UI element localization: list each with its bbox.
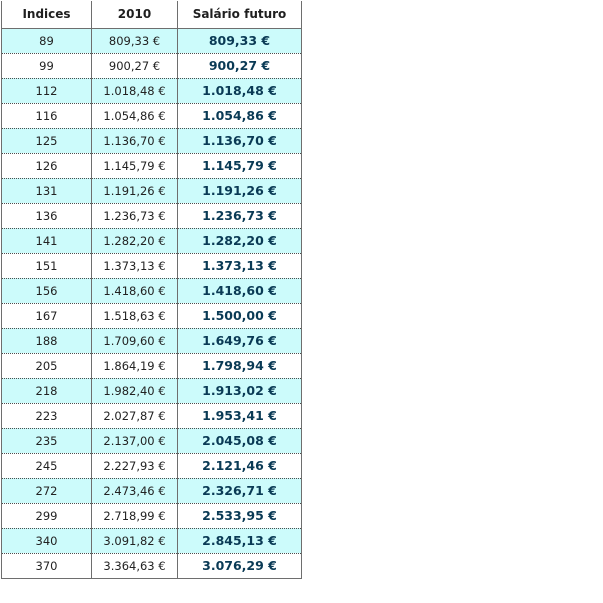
table-row [2, 103, 302, 128]
cell-future-salary: 1.054,86 € [178, 103, 302, 128]
cell-future-salary: 1.500,00 € [178, 303, 302, 328]
cell-future-salary: 2.326,71 € [178, 478, 302, 503]
cell-index: 245 [2, 453, 92, 478]
cell-future-salary: 1.236,73 € [178, 203, 302, 228]
cell-index: 136 [2, 203, 92, 228]
cell-index: 156 [2, 278, 92, 303]
cell-future-salary: 1.418,60 € [178, 278, 302, 303]
table-row [2, 128, 302, 153]
table-row [2, 428, 302, 453]
table-row [2, 78, 302, 103]
table-row [2, 303, 302, 328]
cell-salary-2010: 1.236,73 € [92, 203, 178, 228]
cell-index: 272 [2, 478, 92, 503]
salary-table-container [1, 1, 301, 579]
header-future-salary: Salário futuro [178, 1, 302, 28]
cell-future-salary: 1.953,41 € [178, 403, 302, 428]
cell-salary-2010: 3.091,82 € [92, 528, 178, 553]
cell-salary-2010: 1.709,60 € [92, 328, 178, 353]
cell-future-salary: 1.649,76 € [178, 328, 302, 353]
cell-salary-2010: 1.054,86 € [92, 103, 178, 128]
cell-future-salary: 1.018,48 € [178, 78, 302, 103]
cell-future-salary: 809,33 € [178, 28, 302, 53]
cell-salary-2010: 1.982,40 € [92, 378, 178, 403]
table-row [2, 278, 302, 303]
cell-future-salary: 1.145,79 € [178, 153, 302, 178]
table-row [2, 28, 302, 53]
table-row [2, 253, 302, 278]
cell-salary-2010: 1.145,79 € [92, 153, 178, 178]
table-row [2, 378, 302, 403]
cell-future-salary: 1.136,70 € [178, 128, 302, 153]
table-row [2, 403, 302, 428]
table-body [2, 28, 302, 578]
cell-index: 340 [2, 528, 92, 553]
cell-index: 218 [2, 378, 92, 403]
cell-future-salary: 3.076,29 € [178, 553, 302, 578]
cell-index: 151 [2, 253, 92, 278]
cell-salary-2010: 1.136,70 € [92, 128, 178, 153]
table-row [2, 528, 302, 553]
salary-table [1, 1, 302, 579]
cell-salary-2010: 3.364,63 € [92, 553, 178, 578]
cell-salary-2010: 1.282,20 € [92, 228, 178, 253]
table-row [2, 328, 302, 353]
cell-index: 112 [2, 78, 92, 103]
cell-salary-2010: 2.027,87 € [92, 403, 178, 428]
cell-index: 235 [2, 428, 92, 453]
table-row [2, 478, 302, 503]
cell-future-salary: 900,27 € [178, 53, 302, 78]
header-row [2, 1, 302, 28]
cell-index: 205 [2, 353, 92, 378]
cell-salary-2010: 1.018,48 € [92, 78, 178, 103]
cell-index: 141 [2, 228, 92, 253]
cell-future-salary: 2.533,95 € [178, 503, 302, 528]
cell-salary-2010: 809,33 € [92, 28, 178, 53]
cell-salary-2010: 900,27 € [92, 53, 178, 78]
cell-index: 188 [2, 328, 92, 353]
cell-index: 370 [2, 553, 92, 578]
table-row [2, 178, 302, 203]
cell-index: 299 [2, 503, 92, 528]
cell-future-salary: 2.845,13 € [178, 528, 302, 553]
cell-salary-2010: 1.418,60 € [92, 278, 178, 303]
cell-future-salary: 1.798,94 € [178, 353, 302, 378]
cell-future-salary: 1.191,26 € [178, 178, 302, 203]
cell-index: 223 [2, 403, 92, 428]
cell-index: 131 [2, 178, 92, 203]
cell-salary-2010: 1.191,26 € [92, 178, 178, 203]
cell-future-salary: 2.045,08 € [178, 428, 302, 453]
cell-index: 125 [2, 128, 92, 153]
table-row [2, 53, 302, 78]
cell-salary-2010: 2.137,00 € [92, 428, 178, 453]
header-indices: Indices [2, 1, 92, 28]
table-row [2, 453, 302, 478]
header-2010: 2010 [92, 1, 178, 28]
table-row [2, 153, 302, 178]
cell-salary-2010: 1.373,13 € [92, 253, 178, 278]
cell-index: 99 [2, 53, 92, 78]
table-row [2, 203, 302, 228]
table-row [2, 353, 302, 378]
cell-salary-2010: 2.718,99 € [92, 503, 178, 528]
cell-future-salary: 1.373,13 € [178, 253, 302, 278]
table-row [2, 503, 302, 528]
cell-salary-2010: 2.227,93 € [92, 453, 178, 478]
cell-index: 167 [2, 303, 92, 328]
cell-salary-2010: 1.864,19 € [92, 353, 178, 378]
cell-index: 89 [2, 28, 92, 53]
cell-salary-2010: 2.473,46 € [92, 478, 178, 503]
table-row [2, 553, 302, 578]
cell-future-salary: 1.282,20 € [178, 228, 302, 253]
cell-index: 126 [2, 153, 92, 178]
cell-index: 116 [2, 103, 92, 128]
cell-future-salary: 1.913,02 € [178, 378, 302, 403]
cell-future-salary: 2.121,46 € [178, 453, 302, 478]
table-row [2, 228, 302, 253]
cell-salary-2010: 1.518,63 € [92, 303, 178, 328]
